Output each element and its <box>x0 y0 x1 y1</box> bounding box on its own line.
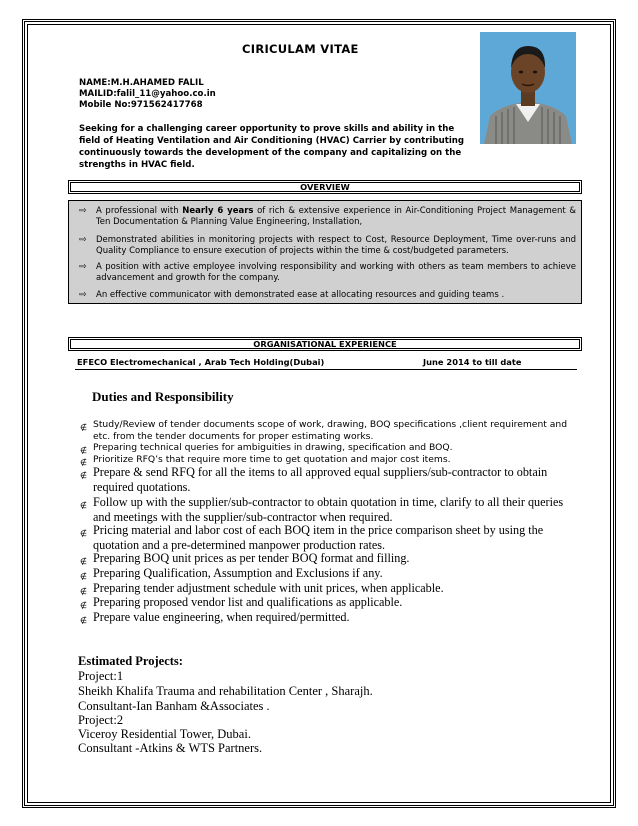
project-line: Project:1 <box>78 669 124 683</box>
bullet-icon: ∉ <box>80 458 87 467</box>
arrow-right-icon: ⇨ <box>79 235 87 245</box>
bullet-icon: ∉ <box>80 471 87 480</box>
bullet-icon: ∉ <box>80 446 87 455</box>
employment-period: June 2014 to till date <box>423 357 522 367</box>
project-line: Viceroy Residential Tower, Dubai. <box>78 727 251 741</box>
bullet-icon: ∉ <box>80 501 87 510</box>
duty-text: Follow up with the supplier/sub-contractor to obtain quotation in time, clarify to all their queries and meetings with the supplier/sub-contractor when required. <box>93 495 564 524</box>
experience-heading: ORGANISATIONAL EXPERIENCE <box>68 337 582 351</box>
duty-text: Preparing tender adjustment schedule with unit prices, when applicable. <box>93 581 444 595</box>
overview-heading: OVERVIEW <box>68 180 582 194</box>
bullet-icon: ∉ <box>80 557 87 566</box>
arrow-right-icon: ⇨ <box>79 262 87 272</box>
overview-item-text: Demonstrated abilities in monitoring projects with respect to Cost, Resource Deployment, Time over-runs and Quality Compliance to ensure execution of projects within the time & cost/budgeted parameters. <box>96 235 576 256</box>
cv-title: CIRICULAM VITAE <box>242 42 359 56</box>
duty-text: Preparing Qualification, Assumption and Exclusions if any. <box>93 566 383 580</box>
company-name: EFECO Electromechanical , Arab Tech Holding(Dubai) <box>77 357 325 367</box>
overview-item-emphasis: Nearly 6 years <box>182 206 254 216</box>
arrow-right-icon: ⇨ <box>79 206 87 216</box>
overview-item-text: An effective communicator with demonstrated ease at allocating resources and guiding teams . <box>96 290 505 300</box>
project-line: Project:2 <box>78 713 124 727</box>
overview-item-text: A position with active employee involving responsibility and working with others as team members to achieve advancement and growth for the company. <box>96 262 576 283</box>
project-line: Sheikh Khalifa Trauma and rehabilitation Center , Sharajh. <box>78 684 373 698</box>
overview-item-text: A professional with <box>96 206 183 216</box>
projects-heading: Estimated Projects: <box>78 654 183 668</box>
project-line: Consultant-Ian Banham &Associates . <box>78 699 270 713</box>
duty-text: Pricing material and labor cost of each BOQ item in the price comparison sheet by using the quotation and a pre-determined manpower production rates. <box>93 523 544 552</box>
duty-text: Study/Review of tender documents scope of work, drawing, BOQ specifications ,client requirement and etc. from the tender documents for proper estimating works. <box>93 419 568 442</box>
bullet-icon: ∉ <box>80 587 87 596</box>
duty-text: Prioritize RFQ’s that require more time to get quotation and major cost items. <box>93 454 451 465</box>
overview-box <box>68 200 582 304</box>
duty-text: Prepare value engineering, when required/permitted. <box>93 610 350 624</box>
contact-email: MAILID:falil_11@yahoo.co.in <box>79 89 216 99</box>
bullet-icon: ∉ <box>80 529 87 538</box>
duty-text: Preparing proposed vendor list and qualifications as applicable. <box>93 595 403 609</box>
overview-item-text-cont: of rich & extensive experience in Air-Conditioning Project Management & Ten Documentation & Planning Value Engineering, Installation, <box>96 206 576 227</box>
career-objective: Seeking for a challenging career opportunity to prove skills and ability in the field of Heating Ventilation and Air Conditioning (HVAC) Carrier by contributing continuously towards the development of the company and capitalizing on the strengths in HVAC field. <box>79 124 465 170</box>
duty-text: Prepare & send RFQ for all the items to all approved equal suppliers/sub-contractor to obtain required quotations. <box>93 465 548 494</box>
duty-text: Preparing BOQ unit prices as per tender BOQ format and filling. <box>93 551 410 565</box>
bullet-icon: ∉ <box>80 423 87 432</box>
arrow-right-icon: ⇨ <box>79 290 87 300</box>
bullet-icon: ∉ <box>80 616 87 625</box>
experience-row <box>75 357 577 370</box>
duties-heading: Duties and Responsibility <box>92 389 234 404</box>
profile-photo <box>480 32 576 144</box>
contact-name: NAME:M.H.AHAMED FALIL <box>79 78 204 88</box>
contact-mobile: Mobile No:971562417768 <box>79 100 203 110</box>
bullet-icon: ∉ <box>80 572 87 581</box>
duty-text: Preparing technical queries for ambiguities in drawing, specification and BOQ. <box>93 442 453 453</box>
bullet-icon: ∉ <box>80 601 87 610</box>
project-line: Consultant -Atkins & WTS Partners. <box>78 741 263 755</box>
